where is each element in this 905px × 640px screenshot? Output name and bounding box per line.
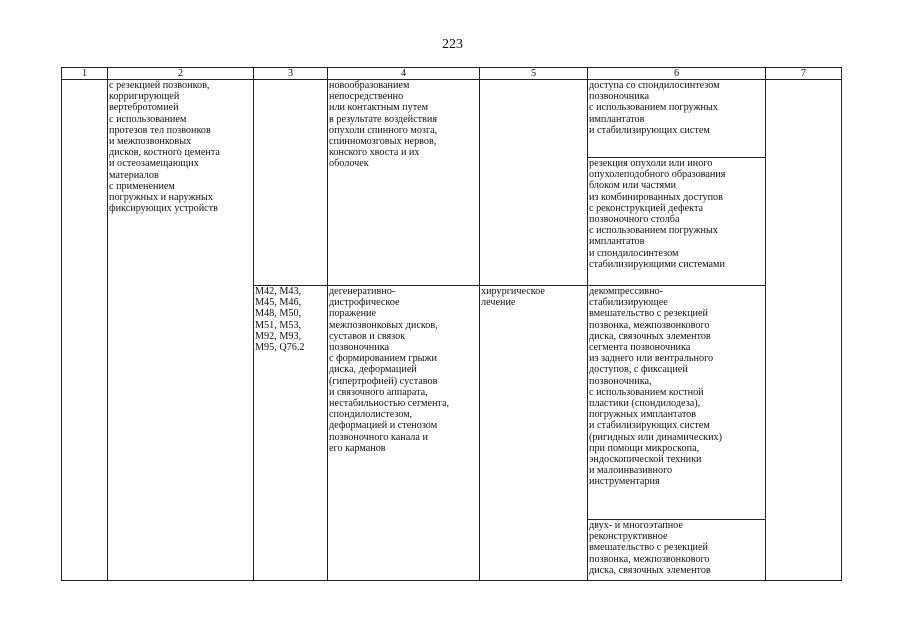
table-row (62, 80, 842, 158)
cell-procedure-spondylosynthesis: доступа со спондилосинтезом позвоночника с использованием погружных имплантатов и стабилизирующих систем (588, 80, 766, 158)
cell-codes: M42, M43, M45, M46, M48, M50, M51, M53, M92, M93, M95, Q76.2 (254, 286, 328, 581)
cell-procedure-tumor-resection: резекция опухоли или иного опухолеподобного образования блоком или частями из комбинированных доступов с реконструкцией дефекта позвоночного столба с использованием погружных имплантатов и спондилосинтезом стабилизирующими системами (588, 158, 766, 286)
cell-diagnosis-tumor: новообразованием непосредственно или контактным путем в результате воздействия опухоли спинного мозга, спинномозговых нервов, конского хвоста и их оболочек (328, 80, 480, 286)
header-cell-1: 1 (62, 68, 108, 80)
cell-diagnosis-degenerative: дегенеративно- дистрофическое поражение межпозвонковых дисков, суставов и связок позвоночника с формированием грыжи диска, деформацией (гипертрофией) суставов и связочного аппарата, нестабильностью сегмента, спондилолистезом, деформацией и стенозом позвоночного канала и его карманов (328, 286, 480, 581)
header-cell-7: 7 (766, 68, 842, 80)
header-cell-4: 4 (328, 68, 480, 80)
cell-procedure-decompression: декомпрессивно- стабилизирующее вмешательство с резекцией позвонка, межпозвонкового диска, связочных элементов сегмента позвоночника из заднего или вентрального доступов, с фиксацией позвоночника, с использованием костной пластики (спондилодеза), погружных имплантатов и стабилизирующих систем (ригидных или динамических) при помощи микроскопа, эндоскопической техники и малоинвазивного инструментария (588, 286, 766, 520)
cell-col1 (62, 80, 108, 581)
header-cell-3: 3 (254, 68, 328, 80)
cell-codes-empty (254, 80, 328, 286)
cell-treatment: хирургическое лечение (480, 286, 588, 581)
cell-treatment-empty (480, 80, 588, 286)
page-number: 223 (442, 37, 463, 52)
cell-procedure-multistage: двух- и многоэтапное реконструктивное вмешательство с резекцией позвонка, межпозвонкового диска, связочных элементов (588, 520, 766, 581)
procedures-table (61, 67, 842, 581)
header-cell-6: 6 (588, 68, 766, 80)
table-header-row (62, 68, 842, 80)
cell-col7 (766, 80, 842, 581)
header-cell-5: 5 (480, 68, 588, 80)
cell-method: с резекцией позвонков, корригирующей вертебротомией с использованием протезов тел позвонков и межпозвонковых дисков, костного цемента и остеозамещающих материалов с применением погружных и наружных фиксирующих устройств (108, 80, 254, 581)
header-cell-2: 2 (108, 68, 254, 80)
